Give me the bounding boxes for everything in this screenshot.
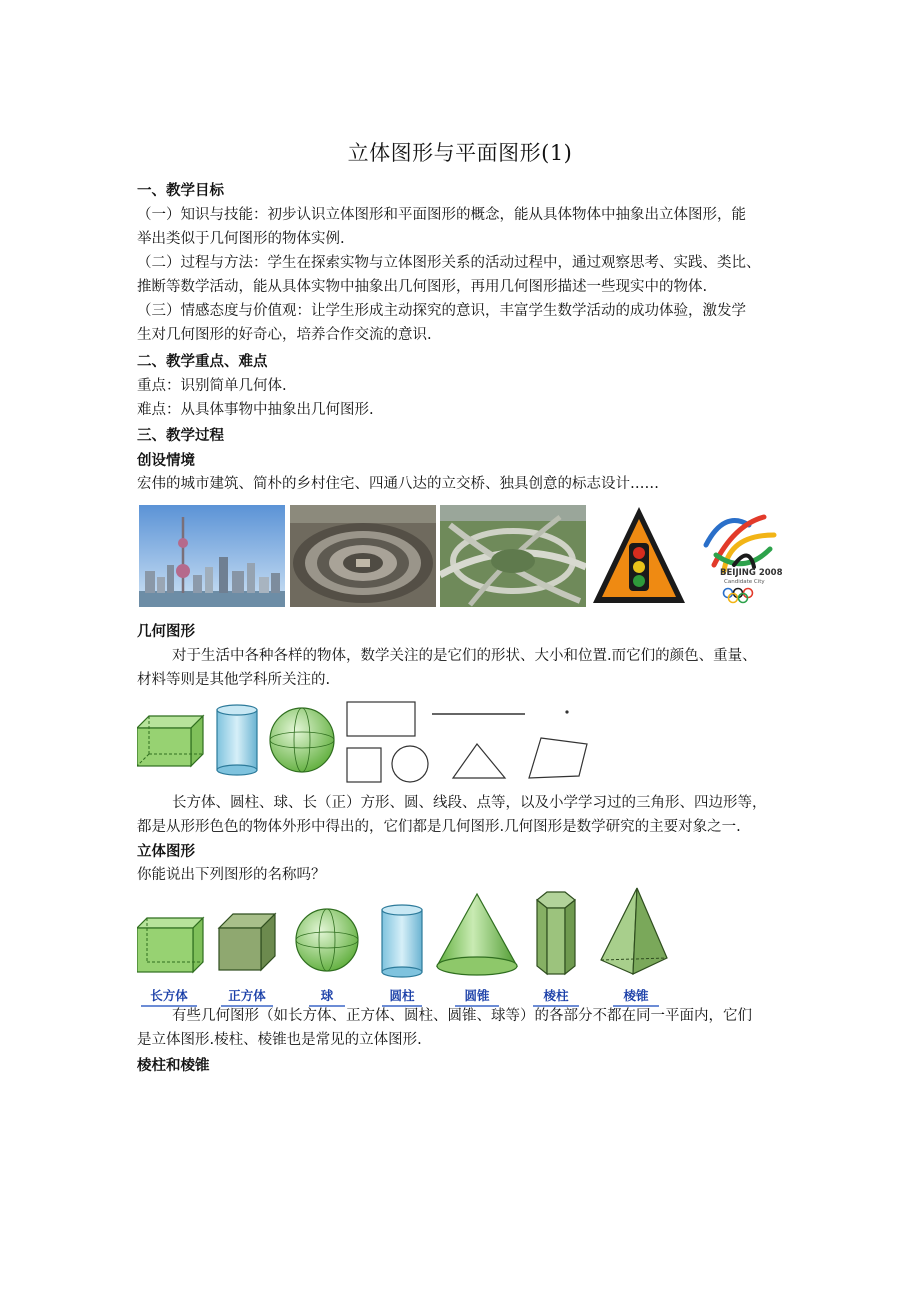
geometry-paragraph1-line1: 对于生活中各种各样的物体，数学关注的是它们的形状、大小和位置.而它们的颜色、重量、 (172, 648, 757, 664)
cone-solid (437, 894, 517, 975)
subheading-geometry: 几何图形 (137, 624, 195, 640)
cube-solid (219, 914, 275, 970)
geometry-paragraph2-line1: 长方体、圆柱、球、长（正）方形、圆、线段、点等，以及小学学习过的三角形、四边形等， (172, 795, 767, 811)
city-skyline-photo (139, 505, 285, 607)
square-figure (347, 748, 381, 782)
label-sphere: 球 (309, 986, 345, 1007)
cuboid-figure (137, 716, 203, 766)
section-heading-process: 三、教学过程 (137, 428, 224, 444)
solid-figures (137, 886, 697, 1002)
goal-attitude-line2: 生对几何图形的好奇心，培养合作交流的意识. (137, 327, 432, 343)
geometry-paragraph2-line2: 都是从形形色色的物体外形中得出的，它们都是几何图形.几何图形是数学研究的主要对象之一. (137, 819, 741, 835)
label-cylinder: 圆柱 (382, 986, 422, 1007)
rectangle-figure (347, 702, 415, 736)
label-cone: 圆锥 (455, 986, 499, 1007)
key-point: 重点：识别简单几何体. (137, 378, 287, 394)
solid-paragraph-line1: 有些几何图形（如长方体、正方体、圆柱、圆锥、球等）的各部分不都在同一平面内，它们 (172, 1008, 752, 1024)
traffic-light-sign (590, 505, 688, 607)
logo-text-candidate: Candidate City (724, 579, 765, 585)
goal-knowledge-line1: （一）知识与技能：初步认识立体图形和平面图形的概念，能从具体物体中抽象出立体图形，能 (137, 207, 746, 223)
subheading-prism-pyramid: 棱柱和棱锥 (137, 1058, 210, 1074)
tulou-village-photo (290, 505, 436, 607)
photo-strip (139, 505, 784, 607)
prism-solid (537, 892, 575, 974)
cylinder-solid (382, 905, 422, 977)
solid-paragraph-line2: 是立体图形.棱柱、棱锥也是常见的立体图形. (137, 1032, 422, 1048)
label-pyramid: 棱锥 (613, 986, 659, 1007)
cuboid-solid (137, 918, 203, 972)
solid-question: 你能说出下列图形的名称吗？ (137, 867, 326, 883)
logo-text-beijing: BEIJING 2008 (720, 568, 783, 578)
difficult-point: 难点：从具体事物中抽象出几何图形. (137, 402, 374, 418)
circle-figure (392, 746, 428, 782)
goal-process-line2: 推断等数学活动，能从具体实物中抽象出几何图形，再用几何图形描述一些现实中的物体. (137, 279, 708, 295)
sphere-figure (270, 708, 334, 772)
goal-process-line1: （二）过程与方法：学生在探索实物与立体图形关系的活动过程中，通过观察思考、实践、类比、 (137, 255, 761, 271)
sphere-solid (296, 909, 358, 971)
label-cuboid: 长方体 (141, 986, 197, 1007)
section-heading-keypoints: 二、教学重点、难点 (137, 354, 268, 370)
subheading-solid: 立体图形 (137, 844, 195, 860)
document-title: 立体图形与平面图形(1) (347, 141, 573, 165)
goal-knowledge-line2: 举出类似于几何图形的物体实例. (137, 231, 345, 247)
quadrilateral-figure (529, 738, 587, 778)
pyramid-solid (601, 888, 667, 974)
geometry-paragraph1-line2: 材料等则是其他学科所关注的. (137, 672, 331, 688)
overpass-photo (440, 505, 586, 607)
scene-text: 宏伟的城市建筑、简朴的乡村住宅、四通八达的立交桥、独具创意的标志设计…… (137, 476, 659, 492)
label-prism: 棱柱 (533, 986, 579, 1007)
point-figure (565, 710, 568, 713)
triangle-figure (453, 744, 505, 778)
beijing-2008-logo (694, 505, 784, 607)
label-cube: 正方体 (221, 986, 273, 1007)
geometric-shapes-figure (137, 698, 597, 784)
cylinder-figure (217, 705, 257, 775)
section-heading-goals: 一、教学目标 (137, 183, 224, 199)
subheading-scene: 创设情境 (137, 453, 195, 469)
goal-attitude-line1: （三）情感态度与价值观：让学生形成主动探究的意识，丰富学生数学活动的成功体验，激发学 (137, 303, 746, 319)
